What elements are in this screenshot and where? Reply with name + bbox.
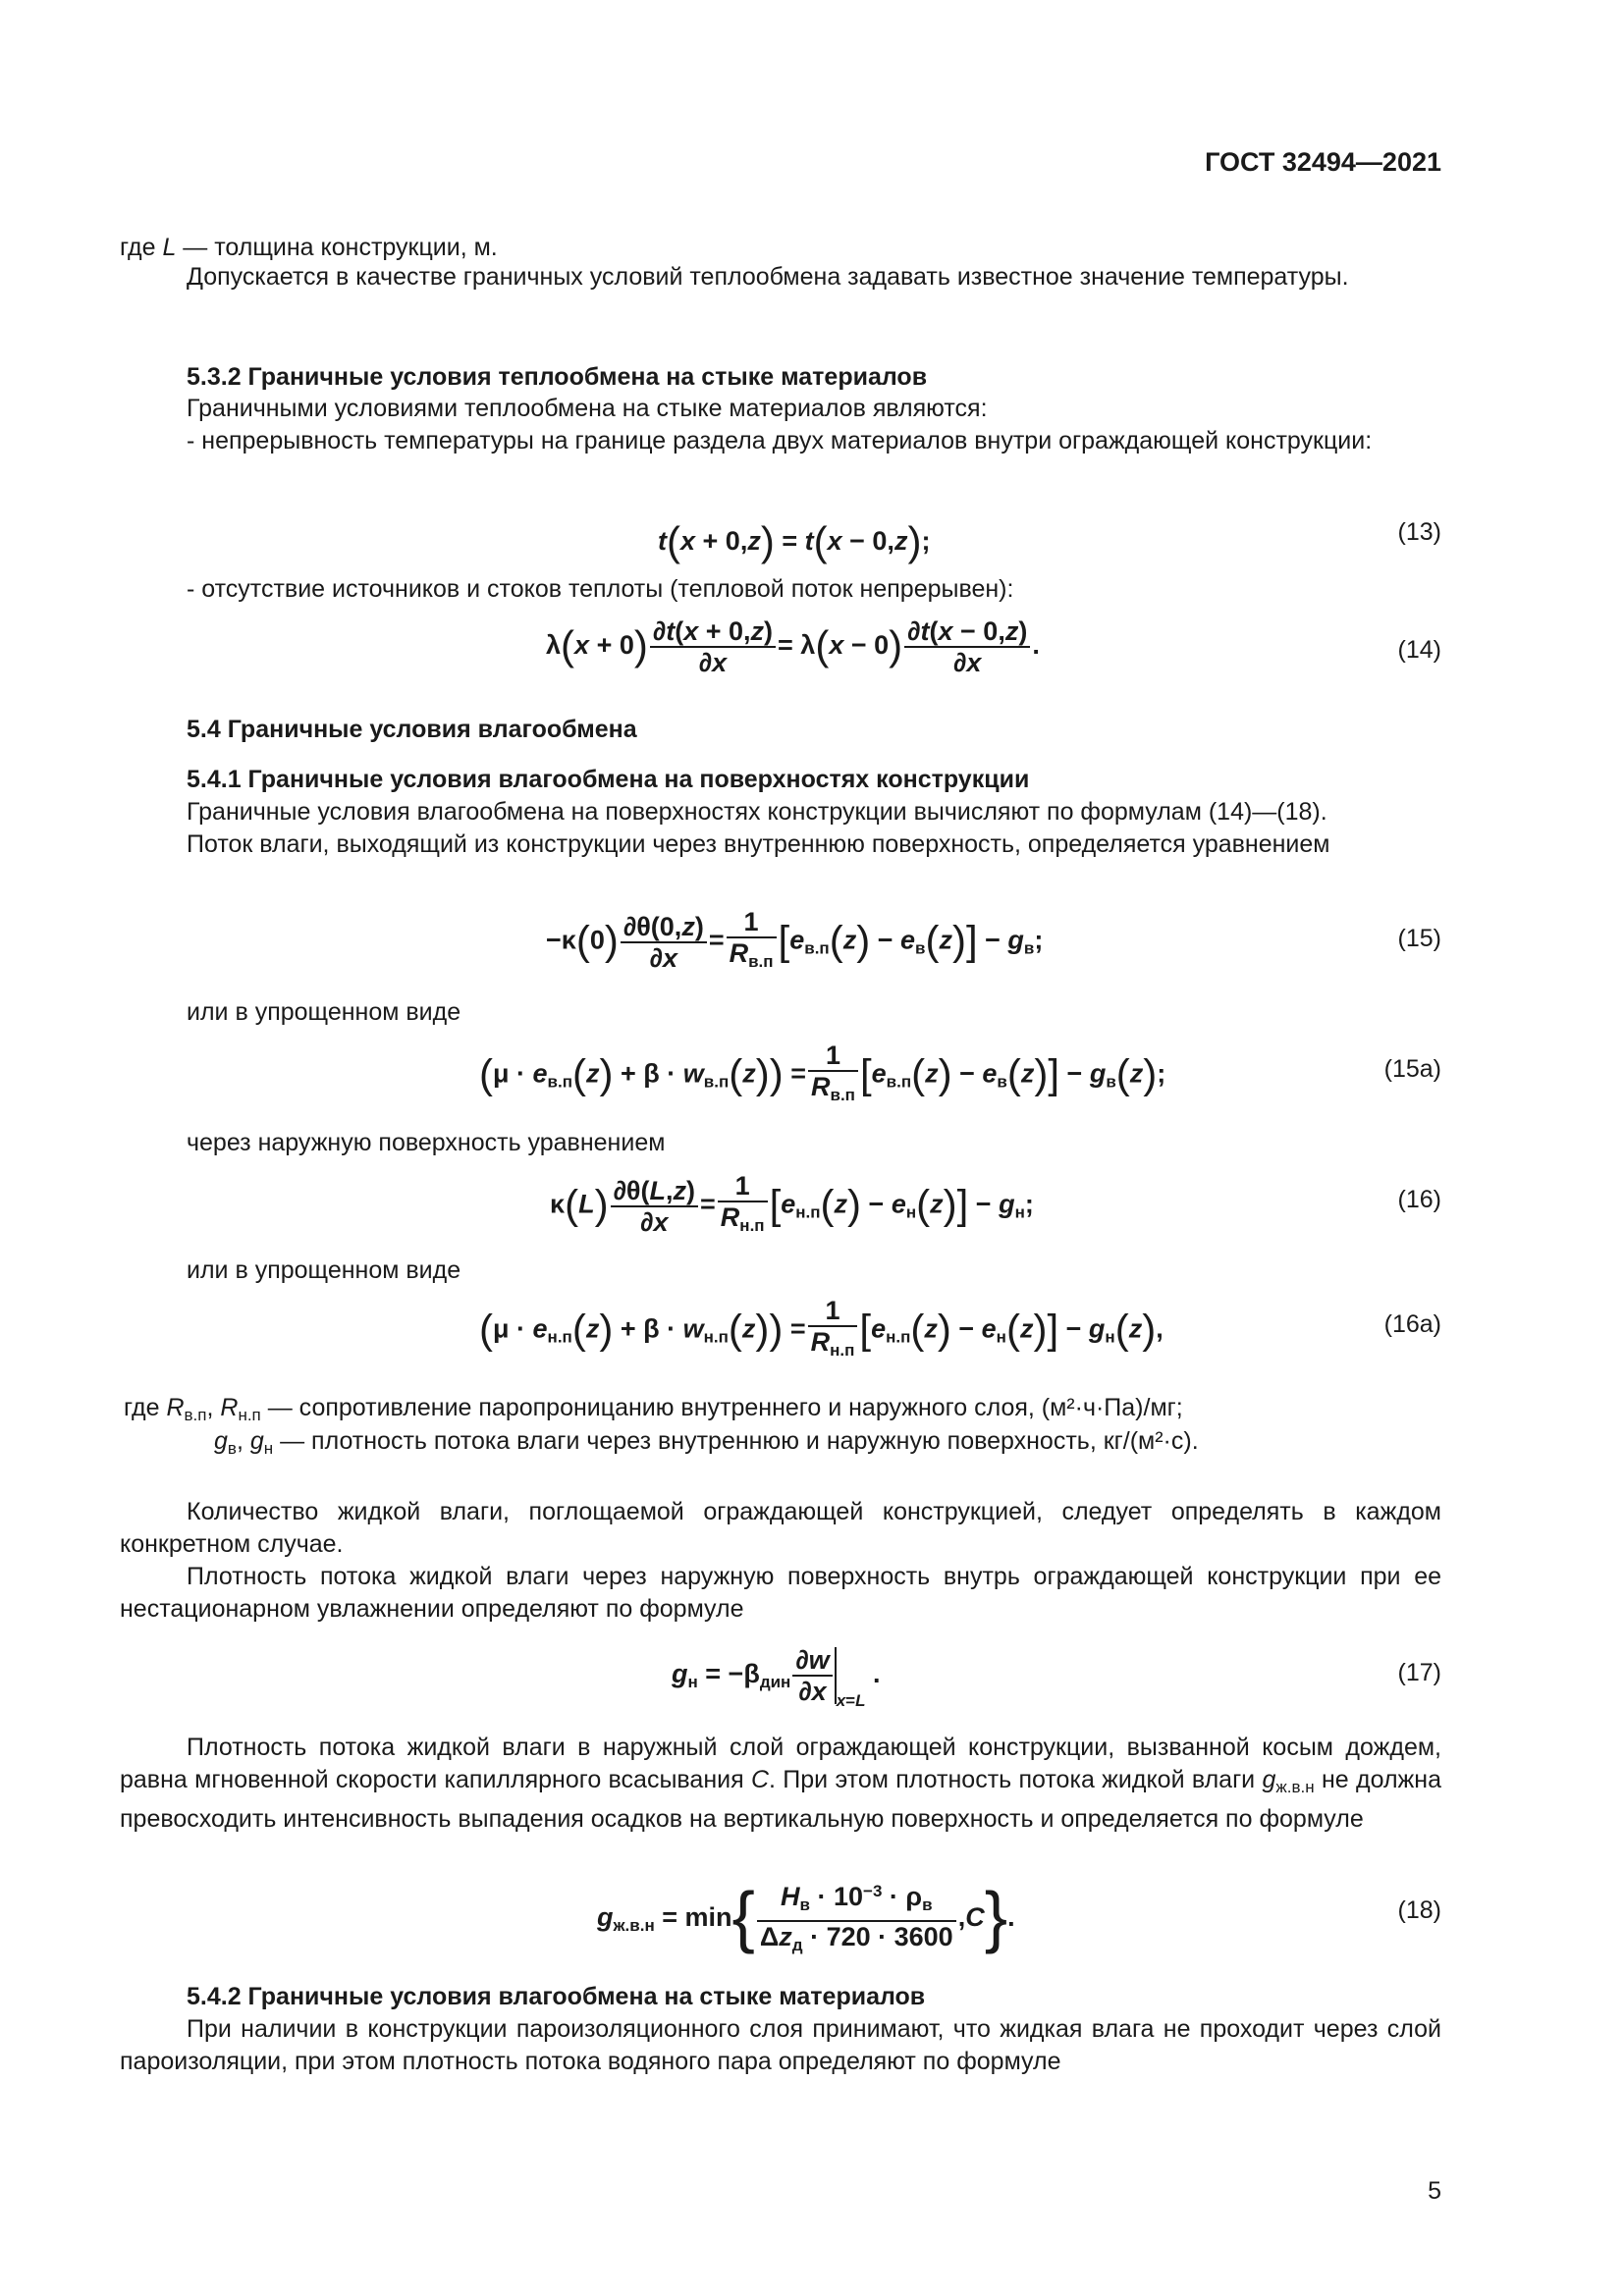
equation-15a: $(\mu \cdot e_{в.п}(z) + \beta \cdot w_{в.п}(z))$ = $\frac{1}{R_{в.п}}$ $[e_{в.п}(z) - e_в(z)] - g_в(z)$; bbox=[479, 1041, 1166, 1104]
equation-16a: $(\mu \cdot e_{н.п}(z) + \beta \cdot w_{н.п}(z))$ = $\frac{1}{R_{н.п}}$ $[e_{н.п}(z) - e_н(z)] - g_н(z)$, bbox=[479, 1296, 1164, 1360]
page-number: 5 bbox=[1428, 2177, 1441, 2205]
equation-number: (17) bbox=[1397, 1659, 1441, 1686]
section-heading: 5.4.1 Граничные условия влагообмена на поверхностях конструкции bbox=[187, 766, 1030, 793]
paragraph: - непрерывность температуры на границе раздела двух материалов внутри ограждающей конструкции: bbox=[187, 427, 1373, 454]
equation-number: (15) bbox=[1397, 925, 1441, 952]
paragraph: Поток влаги, выходящий из конструкции через внутреннюю поверхность, определяется уравнением bbox=[187, 830, 1330, 858]
section-heading: 5.4 Граничные условия влагообмена bbox=[187, 716, 637, 743]
paragraph: Плотность потока жидкой влаги через наружную поверхность внутрь ограждающей конструкции при ее нестационарном увлажнении определяют по формуле bbox=[120, 1563, 1441, 1623]
equation-17: $g_н = -\beta_{дин}$ $\frac{\partial w}{\partial x}$ $_{x=L}$ . bbox=[672, 1645, 881, 1711]
paragraph: Граничные условия влагообмена на поверхностях конструкции вычисляют по формулам (14)—(18). bbox=[187, 798, 1327, 826]
paragraph: Граничными условиями теплообмена на стыке материалов являются: bbox=[187, 395, 988, 422]
paragraph: Количество жидкой влаги, поглощаемой ограждающей конструкцией, следует определять в каждом конкретном случае. bbox=[120, 1498, 1441, 1558]
equation-number: (13) bbox=[1397, 518, 1441, 546]
equation-number: (18) bbox=[1397, 1896, 1441, 1924]
paragraph: через наружную поверхность уравнением bbox=[187, 1129, 666, 1156]
equation-14: λ(x + 0) $\frac{\partial t(x + 0,z)}{\partial x}$ = λ(x − 0) $\frac{\partial t(x - 0,z)}{\partial x}$ . bbox=[546, 616, 1040, 677]
paragraph: Плотность потока жидкой влаги в наружный слой ограждающей конструкции, вызванной косым дождем, равна мгновенной скорости капиллярного всасывания C. При этом плотность потока жидкой влаги $g_{ж.в.н}$ не должна превосходить интенсивность выпадения осадков на вертикальную поверхность и определяется по формуле bbox=[120, 1734, 1441, 1833]
definition-line: где $R_{в.п}$, $R_{н.п}$ — сопротивление паропроницанию внутреннего и наружного слоя, (м²·ч·Па)/мг; bbox=[124, 1394, 1183, 1424]
equation-18: $g_{ж.в.н} = \min${ $\frac{H_в \cdot 10^{-3} \cdot \rho_в}{\Delta z_д \cdot 720 \cdot 3600}$ ,C}. bbox=[597, 1878, 1015, 1955]
paragraph: При наличии в конструкции пароизоляционного слоя принимают, что жидкая влага не проходит через слой пароизоляции, при этом плотность потока водяного пара определяют по формуле bbox=[120, 2015, 1441, 2075]
paragraph: где L — толщина конструкции, м. bbox=[120, 234, 498, 261]
document-id: ГОСТ 32494—2021 bbox=[1205, 147, 1441, 177]
paragraph: Допускается в качестве граничных условий теплообмена задавать известное значение температуры. bbox=[187, 263, 1349, 291]
equation-number: (14) bbox=[1397, 636, 1441, 664]
definition-line: $g_в$, $g_н$ — плотность потока влаги через внутреннюю и наружную поверхность, кг/(м²·с). bbox=[214, 1427, 1199, 1458]
paragraph: или в упрощенном виде bbox=[187, 998, 461, 1026]
equation-13: t(x + 0,z) = t(x − 0,z); bbox=[658, 518, 931, 564]
paragraph: или в упрощенном виде bbox=[187, 1256, 461, 1284]
equation-number: (16а) bbox=[1383, 1310, 1441, 1338]
paragraph: - отсутствие источников и стоков теплоты (тепловой поток непрерывен): bbox=[187, 575, 1014, 603]
section-heading: 5.3.2 Граничные условия теплообмена на стыке материалов bbox=[187, 363, 928, 391]
section-heading: 5.4.2 Граничные условия влагообмена на стыке материалов bbox=[187, 1983, 926, 2010]
equation-15: −κ(0) $\frac{\partial\theta(0,z)}{\partial x}$ = $\frac{1}{R_{в.п}}$ $[e_{в.п}(z) - e_в(z)] - g_в$; bbox=[546, 907, 1044, 973]
equation-number: (16) bbox=[1397, 1186, 1441, 1213]
equation-16: κ(L) $\frac{\partial\theta(L,z)}{\partial x}$ = $\frac{1}{R_{н.п}}$ $[e_{н.п}(z) - e_н(z)] - g_н$; bbox=[550, 1171, 1034, 1237]
equation-number: (15а) bbox=[1383, 1055, 1441, 1083]
